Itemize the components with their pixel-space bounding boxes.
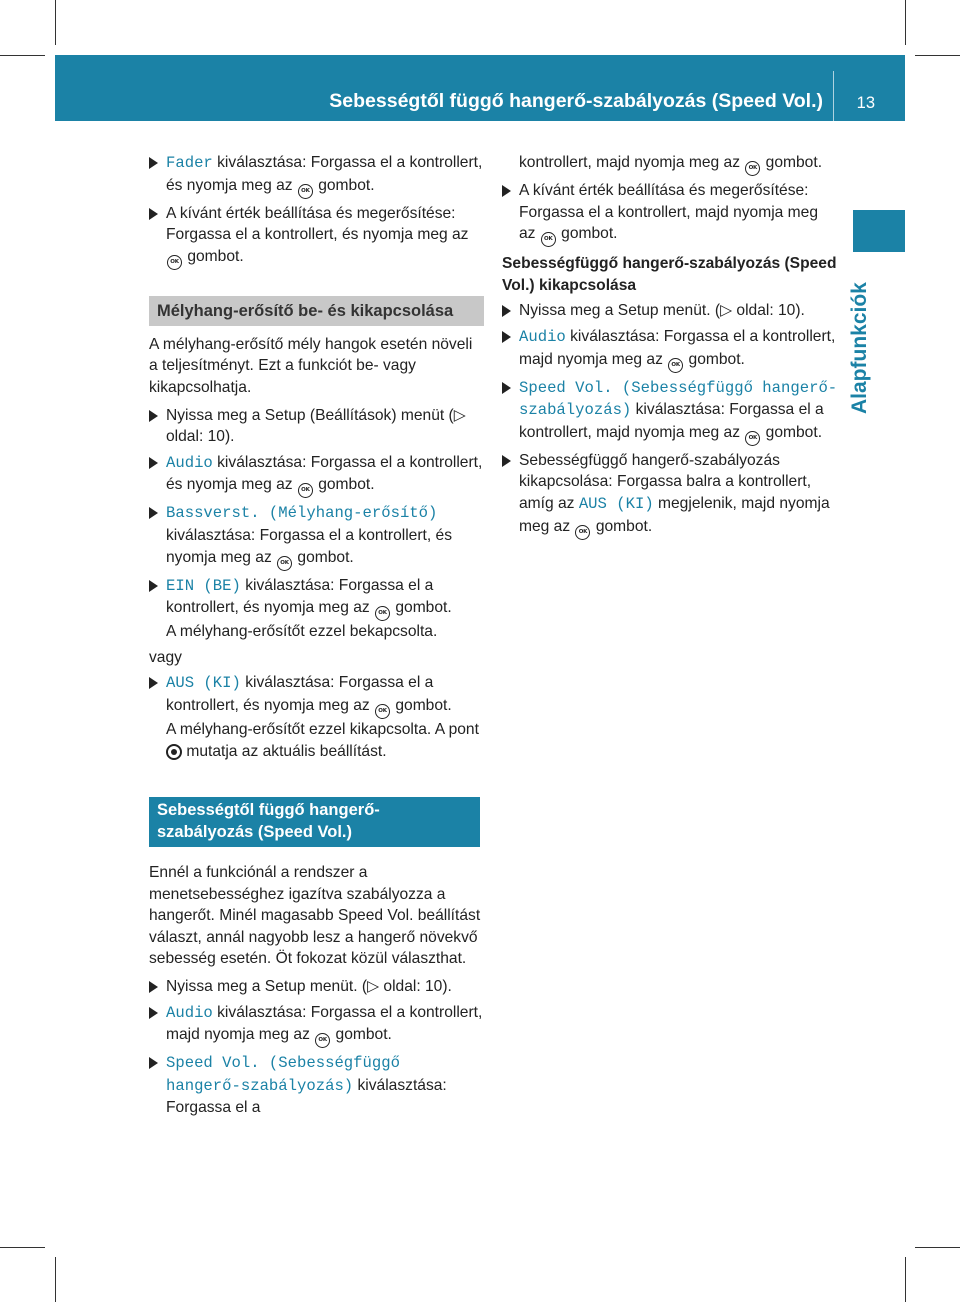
crop-mark <box>0 1247 45 1248</box>
chapter-tab-label: Alapfunkciók <box>848 282 871 414</box>
section-heading: Sebességtől függő hangerő-szabályozás (Speed Vol.) <box>149 797 480 847</box>
instruction-step: Speed Vol. (Sebességfüggő hangerő-szabályozás) kiválasztása: Forgassa el a kontrollert, majd nyomja meg az OK gombot. <box>502 377 838 446</box>
instruction-step: Audio kiválasztása: Forgassa el a kontrollert, majd nyomja meg az OK gombot. <box>502 326 838 373</box>
ok-button-icon: OK <box>298 483 313 498</box>
ok-button-icon: OK <box>575 525 590 540</box>
ok-button-icon: OK <box>277 556 292 571</box>
crop-mark <box>55 0 56 45</box>
radio-selected-icon <box>166 744 182 760</box>
section-intro: Ennél a funkciónál a rendszer a menetsebességhez igazítva szabályozza a hangerőt. Minél magasabb Speed Vol. beállítást választ, annál nagyobb lesz a hangerő növekvő sebesség esetén. Öt fokozat közül választhat. <box>149 864 481 968</box>
left-column <box>149 152 484 766</box>
crop-mark <box>915 1247 960 1248</box>
step-arrow-icon <box>149 457 158 469</box>
step-arrow-icon <box>502 382 511 394</box>
ok-button-icon: OK <box>541 232 556 247</box>
step-continuation: kontrollert, majd nyomja meg az OK gombot. <box>502 152 838 176</box>
step-arrow-icon <box>149 208 158 220</box>
crop-mark <box>55 1257 56 1302</box>
instruction-step: Bassverst. (Mélyhang-erősítő) kiválasztása: Forgassa el a kontrollert, és nyomja meg az OK gombot. <box>149 502 484 570</box>
ok-button-icon: OK <box>745 161 760 176</box>
menu-item-code: Bassverst. (Mélyhang-erősítő) <box>166 504 438 523</box>
step-arrow-icon <box>149 1007 158 1019</box>
header-divider <box>833 71 834 121</box>
step-arrow-icon <box>149 507 158 519</box>
instruction-step: Nyissa meg a Setup menüt. (▷ oldal: 10). <box>149 976 484 998</box>
speed-vol-section <box>149 862 484 1123</box>
section-intro: A mélyhang-erősítő mély hangok esetén növeli a teljesítményt. Ezt a funkciót be- vagy kikapcsolhatja. <box>149 335 473 396</box>
instruction-step: A kívánt érték beállítása és megerősítése: Forgassa el a kontrollert, és nyomja meg az OK gombot. <box>149 203 484 270</box>
step-arrow-icon <box>149 580 158 592</box>
ok-button-icon: OK <box>167 255 182 270</box>
instruction-step: Nyissa meg a Setup (Beállítások) menüt (▷ oldal: 10). <box>149 405 484 448</box>
crop-mark <box>0 55 45 56</box>
crop-mark <box>905 0 906 45</box>
page-number: 13 <box>856 94 875 112</box>
menu-item-code: Speed Vol. (Sebességfüggő hangerő-szabályozás) <box>519 378 838 420</box>
step-arrow-icon <box>502 185 511 197</box>
step-arrow-icon <box>149 677 158 689</box>
menu-item-code: AUS (KI) <box>166 674 241 693</box>
crop-mark <box>905 1257 906 1302</box>
ok-button-icon: OK <box>745 431 760 446</box>
instruction-step: Speed Vol. (Sebességfüggő hangerő-szabályozás) kiválasztása: Forgassa el a <box>149 1052 484 1119</box>
instruction-step: Nyissa meg a Setup menüt. (▷ oldal: 10). <box>502 300 838 322</box>
page-header <box>55 55 905 121</box>
menu-item-code: EIN (BE) <box>166 576 241 595</box>
step-arrow-icon <box>149 157 158 169</box>
section-heading: Mélyhang-erősítő be- és kikapcsolása <box>149 296 484 326</box>
ok-button-icon: OK <box>375 606 390 621</box>
ok-button-icon: OK <box>375 704 390 719</box>
menu-item-code: Fader <box>166 154 213 172</box>
instruction-step: Audio kiválasztása: Forgassa el a kontrollert, majd nyomja meg az OK gombot. <box>149 1002 484 1049</box>
menu-item-code: AUS (KI) <box>578 494 654 513</box>
menu-item-code: Audio <box>166 1003 213 1022</box>
ok-button-icon: OK <box>298 184 313 199</box>
instruction-step: Sebességfüggő hangerő-szabályozás kikapcsolása: Forgassa balra a kontrollert, amíg az AUS (KI) megjelenik, majd nyomja meg az OK gombot. <box>502 450 838 540</box>
step-arrow-icon <box>149 981 158 993</box>
menu-item-code: Audio <box>519 327 566 346</box>
ok-button-icon: OK <box>315 1033 330 1048</box>
step-arrow-icon <box>502 305 511 317</box>
instruction-step: EIN (BE) kiválasztása: Forgassa el a kontrollert, és nyomja meg az OK gombot. <box>149 575 484 622</box>
step-result: A mélyhang-erősítőt ezzel kikapcsolta. A pont mutatja az aktuális beállítást. <box>166 720 479 760</box>
instruction-step: Fader kiválasztása: Forgassa el a kontrollert, és nyomja meg az OK gombot. <box>149 152 484 199</box>
page-title: Sebességtől függő hangerő-szabályozás (Speed Vol.) <box>329 90 823 112</box>
step-arrow-icon <box>149 410 158 422</box>
alternative-label: vagy <box>149 648 182 666</box>
menu-item-code: Audio <box>166 453 213 472</box>
step-result: A mélyhang-erősítőt ezzel bekapcsolta. <box>166 623 438 641</box>
step-arrow-icon <box>502 331 511 343</box>
chapter-tab-marker <box>853 210 905 252</box>
instruction-step: Audio kiválasztása: Forgassa el a kontrollert, és nyomja meg az OK gombot. <box>149 452 484 499</box>
step-arrow-icon <box>502 455 511 467</box>
ok-button-icon: OK <box>668 358 683 373</box>
right-column <box>502 152 838 544</box>
step-arrow-icon <box>149 1057 158 1069</box>
instruction-step: AUS (KI) kiválasztása: Forgassa el a kontrollert, és nyomja meg az OK gombot. <box>149 672 484 719</box>
crop-mark <box>915 55 960 56</box>
instruction-step: A kívánt érték beállítása és megerősítése: Forgassa el a kontrollert, majd nyomja meg az OK gombot. <box>502 180 838 247</box>
menu-item-code: Speed Vol. (Sebességfüggő hangerő-szabályozás) <box>166 1054 400 1095</box>
subsection-heading: Sebességfüggő hangerő-szabályozás (Speed Vol.) kikapcsolása <box>502 255 837 294</box>
